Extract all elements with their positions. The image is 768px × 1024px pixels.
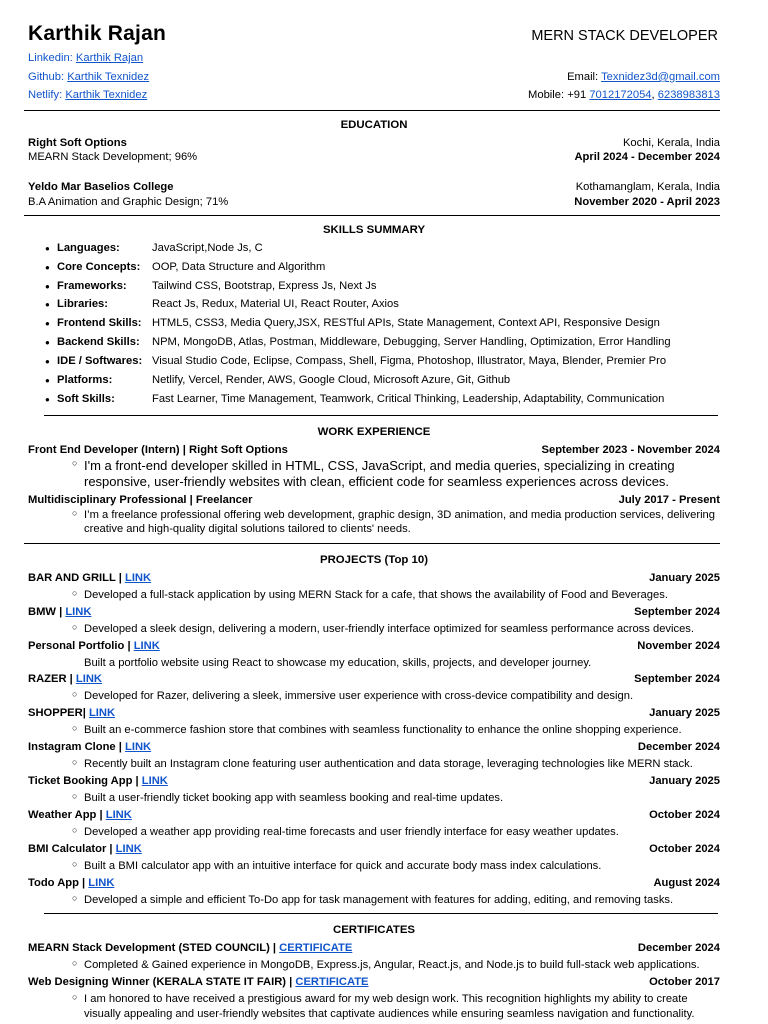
project xyxy=(28,605,720,637)
skill-item xyxy=(45,260,720,275)
certificate-name: MEARN Stack Development (STED COUNCIL) | xyxy=(28,942,280,955)
circle-bullet-icon: ○ xyxy=(72,587,78,598)
certificate-link[interactable]: CERTIFICATE xyxy=(295,976,369,989)
project-bullet xyxy=(28,893,720,908)
project-date: October 2024 xyxy=(649,842,720,855)
project-description: Developed for Razer, delivering a sleek, immersive user experience with cross-device compatibility and design. xyxy=(84,690,634,703)
skill-label: Platforms: xyxy=(57,373,113,386)
header-top xyxy=(28,20,720,47)
contact-row-linkedin xyxy=(28,51,720,66)
phone-separator: , xyxy=(651,89,655,102)
project-date: January 2025 xyxy=(649,775,720,788)
skill-value: OOP, Data Structure and Algorithm xyxy=(152,260,326,273)
project-date: November 2024 xyxy=(637,639,720,652)
project-description: Recently built an Instagram clone featuring user authentication and data storage, leveraging technologies like MERN stack. xyxy=(84,758,693,771)
certificate-name: Web Designing Winner (KERALA STATE IT FAIR) | xyxy=(28,976,296,989)
project xyxy=(28,774,720,806)
school-location: Kochi, Kerala, India xyxy=(622,136,720,149)
education-section xyxy=(28,136,720,209)
email-link[interactable]: Texnidez3d@gmail.com xyxy=(601,70,720,83)
project-description: Developed a sleek design, delivering a modern, user-friendly interface optimized for seamless performance across devices. xyxy=(84,622,695,635)
project-bullet xyxy=(28,656,720,671)
skill-label: IDE / Softwares: xyxy=(57,355,143,368)
project-name: SHOPPER| xyxy=(28,707,89,720)
project xyxy=(28,808,720,840)
candidate-name: Karthik Rajan xyxy=(28,22,166,45)
project xyxy=(28,876,720,908)
education-dates: November 2020 - April 2023 xyxy=(574,195,720,208)
section-title-certificates: CERTIFICATES xyxy=(332,924,416,937)
experience-dates: July 2017 - Present xyxy=(618,494,720,507)
experience-description: I’m a freelance professional offering web development, graphic design, 3D animation, and media production services, delivering creative and high-quality digital solutions tailored to clients' needs. xyxy=(84,508,716,536)
divider xyxy=(44,415,718,416)
section-title-skills: SKILLS SUMMARY xyxy=(322,224,426,237)
divider xyxy=(44,913,718,914)
bullet-icon: ● xyxy=(45,243,50,253)
project-date: January 2025 xyxy=(649,571,720,584)
certificate xyxy=(28,941,720,973)
skill-value: Tailwind CSS, Bootstrap, Express Js, Next Js xyxy=(152,279,377,292)
skill-value: HTML5, CSS3, Media Query,JSX, RESTful APIs, State Management, Context API, Responsive Design xyxy=(152,317,660,330)
skill-value: React Js, Redux, Material UI, React Router, Axios xyxy=(152,298,399,311)
skill-label: Backend Skills: xyxy=(57,336,140,349)
project-bullet xyxy=(28,622,720,637)
project-name: BAR AND GRILL | xyxy=(28,571,125,584)
degree: B.A Animation and Graphic Design; 71% xyxy=(28,195,229,208)
circle-bullet-icon: ○ xyxy=(72,689,78,700)
bullet-icon: ● xyxy=(45,357,50,367)
project-name: Weather App | xyxy=(28,809,106,822)
divider xyxy=(24,543,720,544)
skill-item xyxy=(45,241,720,256)
skills-list xyxy=(28,241,720,406)
certificate xyxy=(28,975,720,1021)
project-description: Built an e-commerce fashion store that combines with seamless functionality to enhance the online shopping experience. xyxy=(84,724,682,737)
project-date: December 2024 xyxy=(637,741,720,754)
skill-item xyxy=(45,279,720,294)
skill-value: NPM, MongoDB, Atlas, Postman, Middleware, Debugging, Server Handling, Optimization, Error Handling xyxy=(152,336,671,349)
project-bullet xyxy=(28,791,720,806)
project-link[interactable]: LINK xyxy=(105,809,132,822)
skill-label: Core Concepts: xyxy=(57,260,141,273)
phone-link-1[interactable]: 7012172054 xyxy=(589,89,652,102)
project-link[interactable]: LINK xyxy=(75,673,102,686)
experience-description: I'm a front-end developer skilled in HTML, CSS, JavaScript, and media queries, specializing in creating responsive, user-friendly websites with clean, efficient code for seamless experiences across devices. xyxy=(84,457,675,489)
circle-bullet-icon: ○ xyxy=(72,958,78,969)
bullet-icon: ● xyxy=(45,281,50,291)
experience-section xyxy=(28,443,720,537)
circle-bullet-icon: ○ xyxy=(72,621,78,632)
project-name: Personal Portfolio | xyxy=(28,639,134,652)
project-description: Developed a simple and efficient To-Do app for task management with features for adding, editing, and removing tasks. xyxy=(84,893,674,906)
bullet-icon: ● xyxy=(45,338,50,348)
experience-role: Multidisciplinary Professional | Freelancer xyxy=(28,494,253,507)
contact-block xyxy=(28,51,720,103)
job-title: MERN STACK DEVELOPER xyxy=(531,28,718,44)
section-title-projects: PROJECTS (Top 10) xyxy=(319,553,428,566)
project-bullet xyxy=(28,825,720,840)
circle-bullet-icon: ○ xyxy=(72,858,78,869)
github-link[interactable]: Karthik Texnidez xyxy=(67,70,150,83)
certificates-section xyxy=(28,941,720,1021)
project-bullet xyxy=(28,757,720,772)
school-name: Right Soft Options xyxy=(28,136,127,149)
school-name: Yeldo Mar Baselios College xyxy=(28,180,174,193)
project-name: RAZER | xyxy=(28,673,76,686)
circle-bullet-icon: ○ xyxy=(72,992,78,1003)
skill-value: Fast Learner, Time Management, Teamwork, Critical Thinking, Leadership, Adaptability, Communication xyxy=(152,392,665,405)
project-name: Ticket Booking App | xyxy=(28,775,142,788)
bullet-icon: ● xyxy=(45,262,50,272)
contact-row-github xyxy=(28,70,720,85)
skill-item xyxy=(45,354,720,369)
project-bullet xyxy=(28,588,720,603)
project-link[interactable]: LINK xyxy=(133,639,160,652)
project-name: BMW | xyxy=(28,605,66,618)
email-label: Email: xyxy=(567,70,599,83)
project xyxy=(28,842,720,874)
circle-bullet-icon xyxy=(72,656,84,671)
skill-item xyxy=(45,373,720,388)
project-date: September 2024 xyxy=(634,673,720,686)
skill-label: Languages: xyxy=(57,241,120,254)
netlify-link[interactable]: Karthik Texnidez xyxy=(65,89,148,102)
experience-item xyxy=(28,493,720,537)
experience-role: Front End Developer (Intern) | Right Soft Options xyxy=(28,444,288,457)
skill-value: Visual Studio Code, Eclipse, Compass, Shell, Figma, Photoshop, Illustrator, Maya, Blender, Premier Pro xyxy=(152,355,667,368)
skill-value: JavaScript,Node Js, C xyxy=(152,241,263,254)
project-name: Instagram Clone | xyxy=(28,741,126,754)
skill-item xyxy=(45,316,720,331)
circle-bullet-icon: ○ xyxy=(72,892,78,903)
mobile-label: Mobile: +91 xyxy=(528,89,587,102)
project-link[interactable]: LINK xyxy=(65,605,92,618)
experience-bullet: ○ I'm a front-end developer skilled in HTML, CSS, JavaScript, and media queries, specializing in creating responsive, user-friendly websites with clean, efficient code for seamless experiences across devices. xyxy=(28,458,720,491)
section-title-experience: WORK EXPERIENCE xyxy=(317,426,431,439)
certificate-bullet xyxy=(28,958,720,973)
skill-value: Netlify, Vercel, Render, AWS, Google Cloud, Microsoft Azure, Git, Github xyxy=(152,373,511,386)
certificate-date: December 2024 xyxy=(637,942,720,955)
certificate-date: October 2017 xyxy=(649,976,720,989)
education-item xyxy=(28,136,720,165)
education-dates: April 2024 - December 2024 xyxy=(574,151,720,164)
section-title-education: EDUCATION xyxy=(340,118,408,131)
project xyxy=(28,740,720,772)
skill-label: Soft Skills: xyxy=(57,392,115,405)
circle-bullet-icon: ○ xyxy=(72,757,78,768)
circle-bullet-icon: ○ xyxy=(72,791,78,802)
project-bullet xyxy=(28,689,720,704)
experience-item xyxy=(28,443,720,490)
project-link[interactable]: LINK xyxy=(124,571,152,584)
project-link[interactable]: LINK xyxy=(88,707,116,720)
contact-row-netlify xyxy=(28,88,720,103)
project xyxy=(28,672,720,704)
netlify-label: Netlify: xyxy=(28,89,63,102)
projects-section xyxy=(28,571,720,908)
project-date: August 2024 xyxy=(653,876,720,889)
project xyxy=(28,706,720,738)
degree: MEARN Stack Development; 96% xyxy=(28,151,198,164)
project-link[interactable]: LINK xyxy=(125,741,152,754)
linkedin-link[interactable]: Karthik Rajan xyxy=(75,52,144,65)
project-bullet xyxy=(28,859,720,874)
project-link[interactable]: LINK xyxy=(141,775,168,788)
skill-label: Libraries: xyxy=(57,298,108,311)
circle-bullet-icon: ○ xyxy=(72,723,78,734)
skill-item xyxy=(45,392,720,407)
bullet-icon: ● xyxy=(45,300,50,310)
project-description: Developed a full-stack application by using MERN Stack for a cafe, that shows the availability of Food and Beverages. xyxy=(84,588,668,601)
project-date: January 2025 xyxy=(649,707,720,720)
project-description: Developed a weather app providing real-time forecasts and user friendly interface for easy weather updates. xyxy=(84,826,619,839)
certificate-description: I am honored to have received a prestigious award for my web design work. This recognition highlights my ability to create visually appealing and user-friendly websites that captivate audiences while ensuring seamless navigation and functionality. xyxy=(84,993,695,1020)
project-description: Built a user-friendly ticket booking app with seamless booking and real-time updates. xyxy=(84,792,504,805)
project-link[interactable]: LINK xyxy=(115,842,142,855)
project-bullet xyxy=(28,723,720,738)
divider xyxy=(24,215,720,216)
linkedin-label: Linkedin: xyxy=(28,52,73,65)
experience-dates: September 2023 - November 2024 xyxy=(541,444,720,457)
skill-item xyxy=(45,297,720,312)
project-date: September 2024 xyxy=(634,605,720,618)
project xyxy=(28,571,720,603)
project-description: Built a portfolio website using React to showcase my education, skills, projects, and developer journey. xyxy=(84,656,592,669)
phone-link-2[interactable]: 6238983813 xyxy=(657,89,720,102)
experience-bullet: ○ I’m a freelance professional offering web development, graphic design, 3D animation, and media production services, delivering creative and high-quality digital solutions tailored to clients' needs. xyxy=(28,508,720,537)
project-date: October 2024 xyxy=(649,809,720,822)
project-description: Built a BMI calculator app with an intuitive interface for quick and accurate body mass index calculations. xyxy=(84,859,602,872)
skill-label: Frontend Skills: xyxy=(57,317,142,330)
project xyxy=(28,639,720,671)
skill-label: Frameworks: xyxy=(57,279,127,292)
project-name: Todo App | xyxy=(28,876,89,889)
project-link[interactable]: LINK xyxy=(88,876,115,889)
school-location: Kothamanglam, Kerala, India xyxy=(575,180,720,193)
bullet-icon: ● xyxy=(45,394,50,404)
circle-bullet-icon: ○ xyxy=(72,825,78,836)
education-item xyxy=(28,180,720,209)
skill-item xyxy=(45,335,720,350)
bullet-icon: ● xyxy=(45,375,50,385)
certificate-bullet xyxy=(28,992,720,1021)
certificate-description: Completed & Gained experience in MongoDB, Express.js, Angular, React.js, and Node.js to build full-stack web applications. xyxy=(84,959,700,972)
github-label: Github: xyxy=(28,70,65,83)
divider xyxy=(24,110,720,111)
project-name: BMI Calculator | xyxy=(28,842,116,855)
bullet-icon: ● xyxy=(45,319,50,329)
certificate-link[interactable]: CERTIFICATE xyxy=(279,942,353,955)
